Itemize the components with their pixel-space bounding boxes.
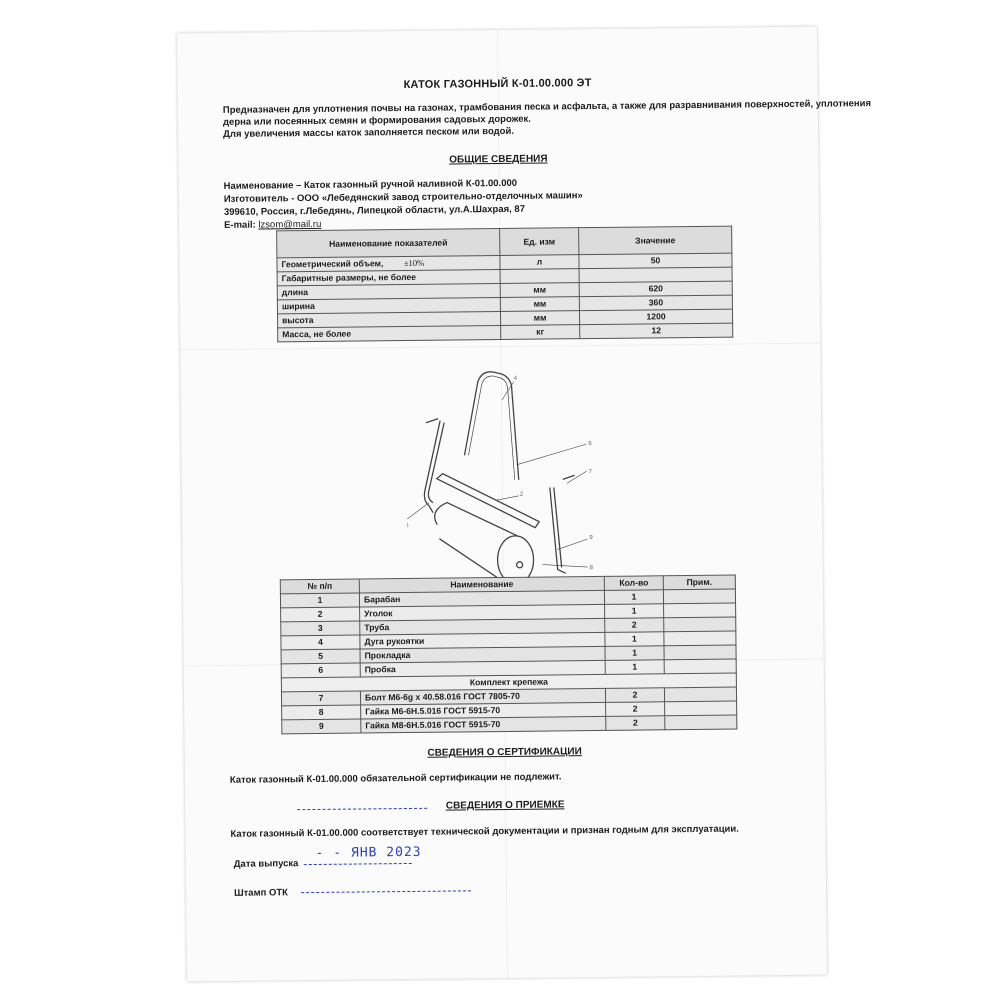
drum-body-shape — [435, 502, 518, 537]
release-date-stamp: - - ЯНВ 2023 — [315, 844, 422, 861]
part-qty: 1 — [604, 590, 663, 605]
roller-exploded-diagram — [405, 359, 617, 581]
part-qty: 2 — [605, 688, 664, 703]
spec-unit: л — [500, 255, 579, 270]
spec-value: 50 — [579, 253, 732, 269]
address-line: 399610, Россия, г.Лебедянь, Липецкой области, ул.А.Шахрая, 87 — [223, 203, 526, 218]
part-name: Прокладка — [360, 646, 605, 663]
intro-line: дерна или посеянных семян и формирования садовых дорожек. — [222, 113, 531, 128]
diagram-label: 4 — [513, 375, 518, 382]
part-qty: 2 — [606, 716, 665, 731]
spec-value: 1200 — [579, 309, 732, 325]
part-number: 5 — [281, 649, 360, 664]
document-title: КАТОК ГАЗОННЫЙ К-01.00.000 ЭТ — [403, 77, 592, 92]
diagram-label: 6 — [588, 441, 592, 448]
part-qty: 2 — [606, 702, 665, 717]
part-qty: 2 — [605, 618, 664, 633]
part-note — [665, 701, 737, 716]
part-note — [664, 659, 736, 674]
part-number: 6 — [281, 663, 360, 678]
part-name: Дуга рукоятки — [360, 632, 605, 649]
part-qty: 1 — [605, 646, 664, 661]
spec-header-value: Значение — [579, 226, 732, 255]
part-note — [664, 645, 736, 660]
kit-heading: Комплект крепежа — [281, 673, 736, 692]
diagram-label: 3 — [405, 522, 409, 530]
part-number: 4 — [281, 635, 360, 650]
certification-text: Каток газонный К-01.00.000 обязательной сертификации не подлежит. — [229, 771, 562, 786]
part-note — [665, 715, 737, 730]
angle-bar-shape — [437, 473, 540, 529]
spec-header-name: Наименование показателей — [277, 229, 500, 258]
part-note — [664, 603, 736, 618]
part-qty: 1 — [605, 660, 664, 675]
spec-unit: мм — [500, 283, 579, 298]
part-name: Барабан — [359, 590, 604, 607]
manufacturer-line: Изготовитель - ООО «Лебедянский завод строительно-отделочных машин» — [223, 190, 583, 205]
intro-line: Предназначен для уплотнения почвы на газонах, трамбования песка и асфальта, а также для разравнивания поверхностей, уплотнения — [222, 98, 872, 116]
email-link[interactable]: lzsom@mail.ru — [258, 218, 322, 231]
spec-unit: кг — [501, 325, 580, 340]
part-number: 2 — [281, 607, 360, 622]
certification-heading: СВЕДЕНИЯ О СЕРТИФИКАЦИИ — [427, 746, 582, 759]
acceptance-heading: СВЕДЕНИЯ О ПРИЕМКЕ — [445, 799, 565, 812]
parts-header-name: Наименование — [359, 576, 604, 593]
part-name: Гайка М6-6Н.5.016 ГОСТ 5915-70 — [361, 702, 606, 719]
spec-unit: мм — [500, 297, 579, 312]
spec-name: Масса, не более — [278, 326, 501, 342]
part-qty: 1 — [605, 632, 664, 647]
left-tube-shape — [424, 421, 441, 513]
part-name: Уголок — [360, 604, 605, 621]
part-name: Гайка М8-6Н.5.016 ГОСТ 5915-70 — [361, 716, 606, 733]
spec-name: Габаритные размеры, не более — [277, 270, 500, 286]
part-qty: 1 — [605, 604, 664, 619]
diagram-label: 9 — [589, 535, 593, 542]
part-number: 3 — [281, 621, 360, 636]
product-name-line: Наименование – Каток газонный ручной наливной К-01.00.000 — [223, 177, 518, 192]
diagram-label: 2 — [519, 491, 524, 498]
spec-table — [276, 226, 733, 343]
spec-value: 360 — [579, 295, 732, 311]
email-label: E-mail: — [224, 219, 256, 231]
part-name: Пробка — [360, 660, 605, 677]
part-note — [663, 589, 735, 604]
parts-header-qty: Кол-во — [604, 576, 663, 591]
part-note — [664, 617, 736, 632]
diagram-label: 8 — [589, 565, 594, 572]
spec-name: высота — [277, 312, 500, 328]
diagram-label: 7 — [588, 469, 593, 476]
general-heading: ОБЩИЕ СВЕДЕНИЯ — [449, 153, 548, 166]
drum-end-shape — [497, 536, 534, 581]
otk-stamp-line — [301, 890, 471, 893]
spec-value: 12 — [580, 323, 733, 339]
release-date-line — [304, 863, 412, 865]
spec-header-unit: Ед. изм — [500, 228, 579, 256]
spec-name: ширина — [277, 298, 500, 314]
parts-header-note: Прим. — [663, 575, 735, 590]
part-name: Болт М6-6g x 40.58.016 ГОСТ 7805-70 — [360, 688, 605, 705]
spec-name: Геометрический объем, — [281, 258, 384, 270]
part-note — [664, 631, 736, 646]
parts-table — [280, 575, 738, 735]
spec-unit: мм — [500, 311, 579, 326]
spec-name: длина — [277, 284, 500, 300]
part-number: 1 — [280, 593, 359, 608]
part-note — [664, 687, 736, 702]
otk-stamp-label: Штамп ОТК — [234, 887, 289, 899]
release-date-label: Дата выпуска — [233, 858, 299, 870]
spec-value: 620 — [579, 281, 732, 297]
spec-unit — [500, 269, 579, 284]
spec-tolerance: ±10% — [403, 257, 425, 269]
part-number: 9 — [282, 719, 361, 734]
part-number: 7 — [281, 691, 360, 706]
parts-header-num: № п/п — [280, 579, 359, 594]
part-number: 8 — [282, 705, 361, 720]
acceptance-text: Каток газонный К-01.00.000 соответствует технической документации и признан годным для эксплуатации. — [230, 823, 739, 840]
intro-line: Для увеличения массы каток заполняется песком или водой. — [223, 125, 514, 140]
document-sheet — [177, 27, 872, 982]
part-name: Труба — [360, 618, 605, 635]
